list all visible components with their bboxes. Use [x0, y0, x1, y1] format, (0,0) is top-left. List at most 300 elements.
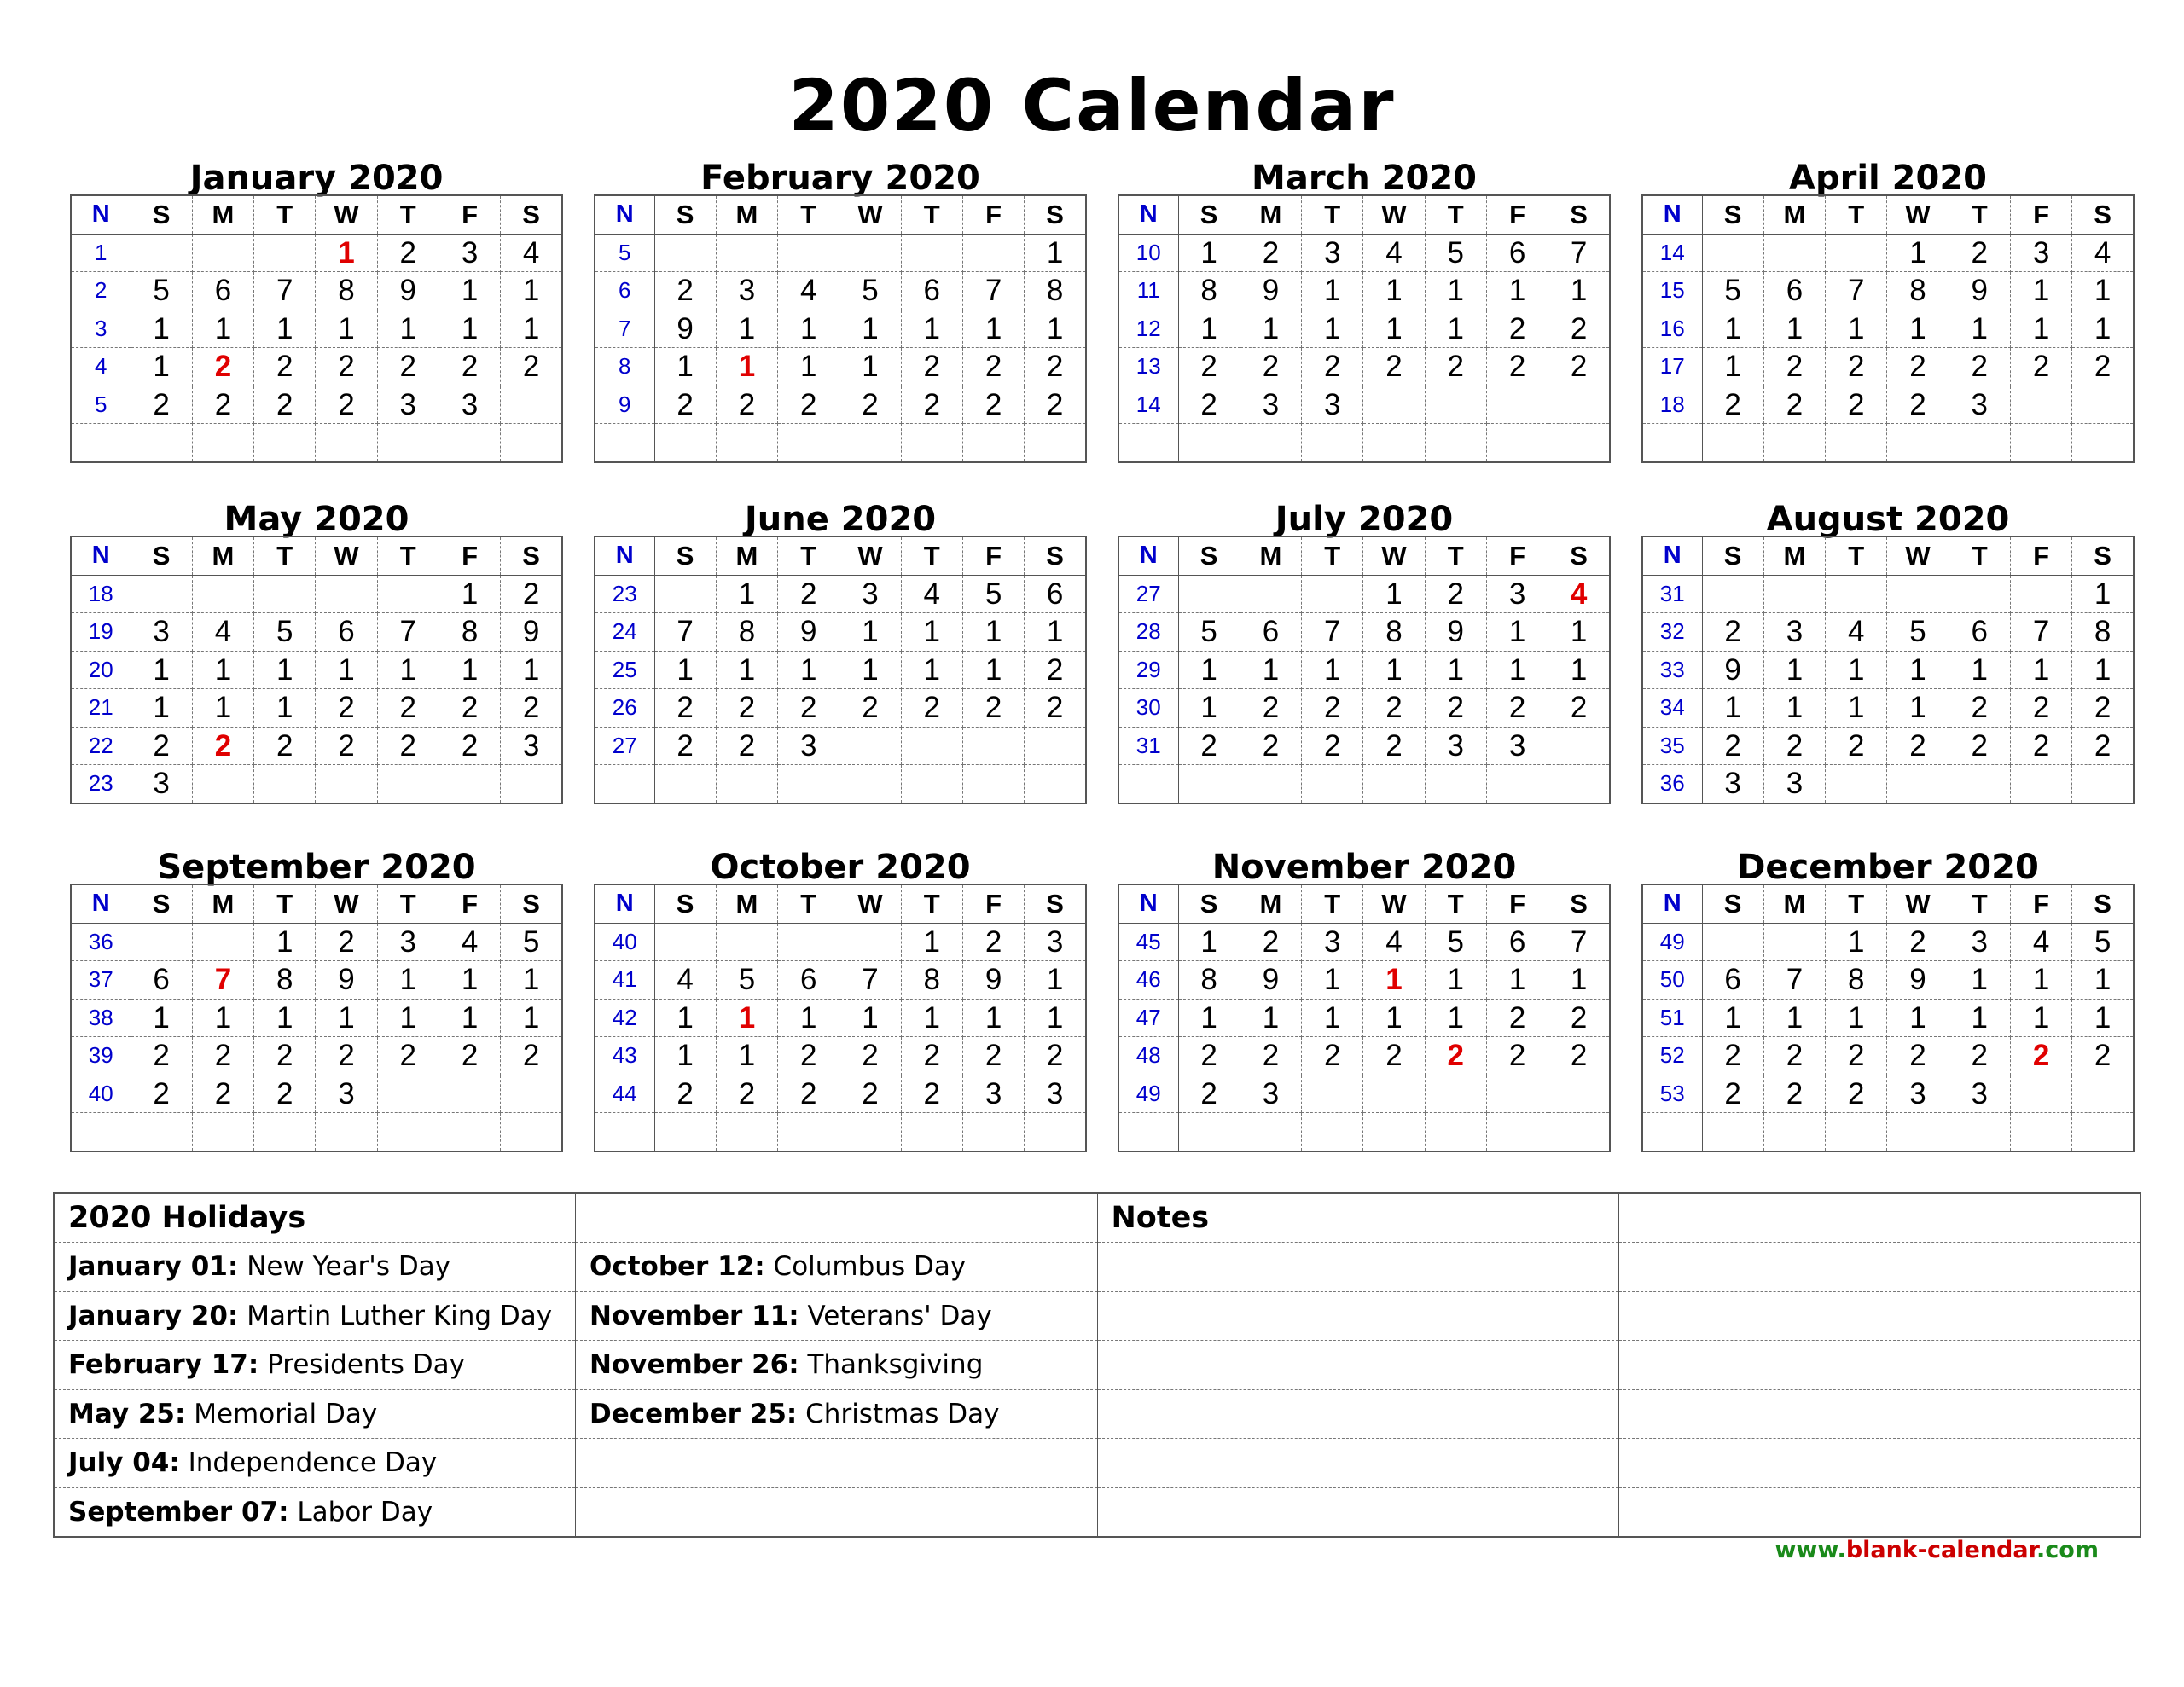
day-cell [1178, 575, 1240, 613]
day-cell: 2 [131, 727, 192, 765]
week-row [1118, 765, 1610, 803]
day-cell: 1 [501, 272, 562, 310]
month-grid [594, 194, 1087, 463]
week-row [1118, 961, 1610, 1000]
day-cell: 1 [962, 613, 1024, 652]
week-number: 53 [1642, 1075, 1702, 1113]
weekday-header: T [1826, 536, 1887, 575]
day-cell: 1 [839, 613, 901, 652]
day-cell: 4 [654, 961, 716, 1000]
day-cell: 6 [1025, 575, 1086, 613]
day-cell: 1 [1302, 310, 1363, 348]
day-cell: 2 [654, 386, 716, 424]
weekday-header: T [901, 536, 962, 575]
week-row [595, 765, 1086, 803]
weekday-header: S [2072, 884, 2134, 923]
week-number: 9 [595, 386, 654, 424]
day-cell [1363, 765, 1425, 803]
day-cell: 1 [1949, 961, 2010, 1000]
day-cell: 3 [1486, 575, 1548, 613]
day-cell: 1 [377, 651, 439, 689]
notes-line[interactable] [1097, 1389, 1619, 1439]
day-cell: 2 [1178, 727, 1240, 765]
week-row [71, 310, 562, 348]
week-row [71, 727, 562, 765]
week-number: 36 [1642, 765, 1702, 803]
week-number: 52 [1642, 1037, 1702, 1075]
day-cell: 1 [1763, 689, 1825, 728]
week-number: 45 [1118, 923, 1178, 961]
day-cell: 1 [1025, 310, 1086, 348]
day-cell: 3 [839, 575, 901, 613]
day-cell: 2 [778, 689, 839, 728]
day-cell: 2 [716, 386, 777, 424]
day-cell: 2 [654, 272, 716, 310]
day-cell: 2 [2010, 348, 2071, 386]
day-cell: 2 [316, 923, 377, 961]
holiday-entry [576, 1487, 1098, 1537]
notes-line[interactable] [1619, 1243, 2141, 1292]
weekday-header: T [1949, 195, 2010, 234]
day-cell [501, 1075, 562, 1113]
weekday-header-row [595, 536, 1086, 575]
weekday-header: S [501, 536, 562, 575]
month-grid [70, 194, 563, 463]
week-number: 16 [1642, 310, 1702, 348]
day-cell [501, 386, 562, 424]
day-cell: 1 [2072, 999, 2134, 1037]
week-number: 31 [1118, 727, 1178, 765]
day-cell [962, 1113, 1024, 1151]
day-cell: 1 [439, 961, 500, 1000]
week-number-header: N [1642, 884, 1702, 923]
week-row [595, 613, 1086, 652]
holiday-date: September 07: [68, 1496, 289, 1528]
day-cell: 6 [901, 272, 962, 310]
day-cell [1763, 424, 1825, 462]
day-cell: 2 [1240, 1037, 1301, 1075]
day-cell [1702, 234, 1763, 272]
day-cell: 1 [778, 310, 839, 348]
day-cell: 1 [1178, 651, 1240, 689]
day-cell: 2 [439, 348, 500, 386]
day-cell: 1 [1548, 651, 1610, 689]
day-cell: 2 [2072, 689, 2134, 728]
day-cell: 4 [901, 575, 962, 613]
week-number-header: N [71, 195, 131, 234]
day-cell: 2 [254, 1075, 316, 1113]
weekday-header: S [501, 195, 562, 234]
week-row [1118, 923, 1610, 961]
day-cell [1425, 1075, 1486, 1113]
week-number: 40 [71, 1075, 131, 1113]
day-cell: 1 [1887, 689, 1949, 728]
weekday-header: T [1302, 536, 1363, 575]
week-row [1118, 1113, 1610, 1151]
week-number: 42 [595, 999, 654, 1037]
day-cell: 1 [1302, 651, 1363, 689]
notes-line[interactable] [1619, 1193, 2141, 1243]
day-cell [1178, 1113, 1240, 1151]
day-cell: 2 [439, 727, 500, 765]
day-cell: 3 [716, 272, 777, 310]
weekday-header: M [1240, 884, 1301, 923]
day-cell: 1 [1949, 651, 2010, 689]
holiday-day-cell: 2 [2010, 1037, 2071, 1075]
day-cell: 5 [254, 613, 316, 652]
day-cell: 1 [501, 310, 562, 348]
day-cell: 1 [316, 651, 377, 689]
day-cell: 9 [377, 272, 439, 310]
day-cell: 2 [254, 1037, 316, 1075]
day-cell: 1 [839, 651, 901, 689]
day-cell: 1 [501, 651, 562, 689]
week-number: 39 [71, 1037, 131, 1075]
day-cell: 2 [1363, 727, 1425, 765]
week-row [1118, 272, 1610, 310]
day-cell [254, 575, 316, 613]
day-cell: 9 [778, 613, 839, 652]
day-cell: 1 [1178, 923, 1240, 961]
week-number: 27 [1118, 575, 1178, 613]
day-cell: 3 [1425, 727, 1486, 765]
day-cell [1363, 1113, 1425, 1151]
weekday-header: F [439, 195, 500, 234]
month-title: January 2020 [189, 159, 444, 198]
week-row [1642, 689, 2134, 728]
day-cell: 3 [501, 727, 562, 765]
day-cell [2010, 1113, 2071, 1151]
weekday-header: W [316, 195, 377, 234]
day-cell: 2 [1702, 1075, 1763, 1113]
day-cell: 5 [839, 272, 901, 310]
day-cell: 2 [2072, 1037, 2134, 1075]
week-number [595, 424, 654, 462]
week-row [71, 923, 562, 961]
week-number: 6 [595, 272, 654, 310]
day-cell: 1 [716, 310, 777, 348]
notes-line[interactable] [1097, 1291, 1619, 1341]
day-cell: 2 [316, 386, 377, 424]
day-cell: 1 [1178, 234, 1240, 272]
weekday-header: T [1425, 536, 1486, 575]
footer-url[interactable] [1774, 1537, 2099, 1563]
week-row [71, 613, 562, 652]
weekday-header: T [1949, 536, 2010, 575]
day-cell [2010, 1075, 2071, 1113]
week-row [1118, 689, 1610, 728]
day-cell: 2 [1826, 727, 1887, 765]
notes-line[interactable] [1619, 1389, 2141, 1439]
day-cell: 2 [1363, 348, 1425, 386]
day-cell [377, 765, 439, 803]
day-cell: 9 [316, 961, 377, 1000]
day-cell: 1 [2072, 272, 2134, 310]
day-cell: 2 [1302, 727, 1363, 765]
day-cell: 1 [1486, 651, 1548, 689]
day-cell [1486, 424, 1548, 462]
day-cell: 5 [2072, 923, 2134, 961]
day-cell [1949, 1113, 2010, 1151]
day-cell: 1 [1425, 310, 1486, 348]
day-cell [962, 234, 1024, 272]
day-cell: 3 [377, 386, 439, 424]
day-cell: 1 [1302, 961, 1363, 1000]
weekday-header: T [1425, 884, 1486, 923]
holiday-day-cell: 1 [716, 999, 777, 1037]
day-cell [254, 765, 316, 803]
day-cell: 2 [839, 1037, 901, 1075]
day-cell: 1 [1826, 651, 1887, 689]
day-cell: 1 [901, 613, 962, 652]
week-number: 44 [595, 1075, 654, 1113]
day-cell [1887, 424, 1949, 462]
weekday-header: T [254, 536, 316, 575]
week-number [1118, 424, 1178, 462]
holiday-entry [54, 1243, 576, 1292]
weekday-header: T [901, 884, 962, 923]
day-cell: 1 [1425, 272, 1486, 310]
day-cell [778, 424, 839, 462]
day-cell: 1 [377, 961, 439, 1000]
day-cell [192, 424, 253, 462]
day-cell [1302, 1075, 1363, 1113]
day-cell: 7 [1302, 613, 1363, 652]
notes-line[interactable] [1097, 1341, 1619, 1390]
day-cell: 1 [962, 999, 1024, 1037]
week-number [1118, 765, 1178, 803]
weekday-header: W [839, 884, 901, 923]
notes-line[interactable] [1097, 1243, 1619, 1292]
weekday-header: M [716, 884, 777, 923]
week-number: 23 [71, 765, 131, 803]
day-cell: 2 [1302, 1037, 1363, 1075]
day-cell [1363, 386, 1425, 424]
day-cell: 2 [654, 1075, 716, 1113]
month-title: July 2020 [1275, 500, 1454, 539]
day-cell [654, 234, 716, 272]
day-cell: 2 [1486, 310, 1548, 348]
day-cell: 6 [1763, 272, 1825, 310]
weekday-header: W [316, 884, 377, 923]
day-cell: 1 [1363, 999, 1425, 1037]
day-cell [316, 575, 377, 613]
week-number-header: N [71, 536, 131, 575]
day-cell: 2 [1178, 1075, 1240, 1113]
day-cell: 2 [131, 1075, 192, 1113]
day-cell: 1 [192, 999, 253, 1037]
month-title: June 2020 [744, 500, 937, 539]
day-cell [1302, 1113, 1363, 1151]
notes-line[interactable] [1619, 1291, 2141, 1341]
day-cell: 5 [1178, 613, 1240, 652]
day-cell: 7 [654, 613, 716, 652]
notes-line[interactable] [1097, 1487, 1619, 1537]
day-cell: 1 [1949, 999, 2010, 1037]
holiday-name: Memorial Day [194, 1398, 378, 1429]
day-cell: 1 [778, 999, 839, 1037]
day-cell: 8 [2072, 613, 2134, 652]
month-title: September 2020 [157, 848, 476, 887]
day-cell: 2 [2010, 727, 2071, 765]
week-row [1642, 272, 2134, 310]
day-cell: 2 [1887, 727, 1949, 765]
week-row [1642, 575, 2134, 613]
week-number-header: N [595, 536, 654, 575]
holiday-date: July 04: [68, 1447, 180, 1479]
day-cell: 2 [1178, 1037, 1240, 1075]
day-cell: 2 [962, 1037, 1024, 1075]
week-number: 21 [71, 689, 131, 728]
day-cell: 7 [254, 272, 316, 310]
week-number [595, 765, 654, 803]
day-cell: 3 [1302, 386, 1363, 424]
day-cell: 1 [1826, 310, 1887, 348]
day-cell [1240, 1113, 1301, 1151]
week-number: 8 [595, 348, 654, 386]
day-cell: 3 [778, 727, 839, 765]
weekday-header: W [1363, 884, 1425, 923]
weekday-header: M [1240, 195, 1301, 234]
weekday-header: S [1178, 536, 1240, 575]
day-cell: 2 [1025, 651, 1086, 689]
notes-line[interactable] [1619, 1487, 2141, 1537]
holiday-name: Martin Luther King Day [247, 1300, 553, 1331]
day-cell: 2 [501, 1037, 562, 1075]
weekday-header-row [71, 536, 562, 575]
holiday-date: January 01: [68, 1251, 239, 1283]
day-cell: 2 [1763, 727, 1825, 765]
day-cell: 1 [2010, 272, 2071, 310]
week-row [71, 386, 562, 424]
week-row [1118, 727, 1610, 765]
day-cell: 1 [131, 651, 192, 689]
week-row [1118, 999, 1610, 1037]
day-cell: 1 [377, 310, 439, 348]
day-cell [439, 424, 500, 462]
weekday-header: M [192, 536, 253, 575]
day-cell [1949, 765, 2010, 803]
day-cell [1949, 424, 2010, 462]
holiday-name: Thanksgiving [807, 1349, 984, 1381]
holidays-heading: 2020 Holidays [54, 1193, 576, 1243]
day-cell: 2 [1025, 348, 1086, 386]
weekday-header-row [1642, 536, 2134, 575]
day-cell: 5 [131, 272, 192, 310]
day-cell: 8 [1887, 272, 1949, 310]
holiday-entry [576, 1341, 1098, 1390]
day-cell: 1 [1486, 272, 1548, 310]
day-cell: 4 [1363, 923, 1425, 961]
weekday-header: S [1178, 195, 1240, 234]
weekday-header: T [778, 195, 839, 234]
week-row [595, 386, 1086, 424]
week-number [1642, 1113, 1702, 1151]
notes-line[interactable] [1097, 1439, 1619, 1488]
day-cell: 3 [377, 923, 439, 961]
day-cell [1425, 424, 1486, 462]
weekday-header: S [654, 884, 716, 923]
day-cell: 2 [1949, 689, 2010, 728]
day-cell: 4 [439, 923, 500, 961]
day-cell [2072, 1113, 2134, 1151]
weekday-header: S [2072, 195, 2134, 234]
day-cell: 3 [1949, 1075, 2010, 1113]
week-row [1642, 613, 2134, 652]
day-cell: 1 [1240, 651, 1301, 689]
day-cell: 6 [316, 613, 377, 652]
day-cell [1702, 923, 1763, 961]
day-cell: 3 [1302, 923, 1363, 961]
day-cell: 2 [778, 386, 839, 424]
day-cell: 1 [962, 651, 1024, 689]
day-cell: 1 [1425, 651, 1486, 689]
day-cell: 2 [778, 1075, 839, 1113]
week-number: 49 [1642, 923, 1702, 961]
day-cell: 3 [1025, 923, 1086, 961]
weekday-header: F [962, 195, 1024, 234]
day-cell: 2 [1302, 348, 1363, 386]
day-cell: 2 [839, 689, 901, 728]
day-cell: 2 [901, 1075, 962, 1113]
day-cell [377, 1113, 439, 1151]
day-cell: 2 [1949, 727, 2010, 765]
notes-line[interactable] [1619, 1341, 2141, 1390]
week-row [1642, 961, 2134, 1000]
day-cell: 1 [901, 310, 962, 348]
weekday-header-row [71, 195, 562, 234]
day-cell: 2 [1240, 727, 1301, 765]
day-cell [839, 234, 901, 272]
day-cell: 2 [254, 386, 316, 424]
day-cell: 1 [192, 651, 253, 689]
week-row [1642, 1075, 2134, 1113]
week-number: 14 [1118, 386, 1178, 424]
day-cell: 1 [2072, 310, 2134, 348]
day-cell: 2 [254, 727, 316, 765]
day-cell: 2 [654, 689, 716, 728]
day-cell [1763, 1113, 1825, 1151]
day-cell: 2 [377, 727, 439, 765]
weekday-header: W [1363, 536, 1425, 575]
day-cell [654, 1113, 716, 1151]
day-cell [1486, 1075, 1548, 1113]
day-cell [1425, 765, 1486, 803]
weekday-header: T [1425, 195, 1486, 234]
week-number-header: N [1642, 195, 1702, 234]
week-number-header: N [1118, 195, 1178, 234]
weekday-header: W [839, 536, 901, 575]
day-cell [1826, 1113, 1887, 1151]
week-row [595, 999, 1086, 1037]
day-cell [1548, 765, 1610, 803]
weekday-header: T [377, 195, 439, 234]
day-cell [439, 1075, 500, 1113]
weekday-header: T [377, 536, 439, 575]
holiday-entry [576, 1243, 1098, 1292]
notes-line[interactable] [1619, 1439, 2141, 1488]
day-cell: 2 [1702, 727, 1763, 765]
footer-url-domain: blank-calendar [1845, 1537, 2037, 1563]
week-row [1642, 1037, 2134, 1075]
week-row [71, 234, 562, 272]
day-cell: 1 [839, 310, 901, 348]
day-cell: 1 [1702, 689, 1763, 728]
week-number-header: N [595, 884, 654, 923]
week-row [595, 348, 1086, 386]
day-cell [1240, 575, 1301, 613]
week-number: 38 [71, 999, 131, 1037]
